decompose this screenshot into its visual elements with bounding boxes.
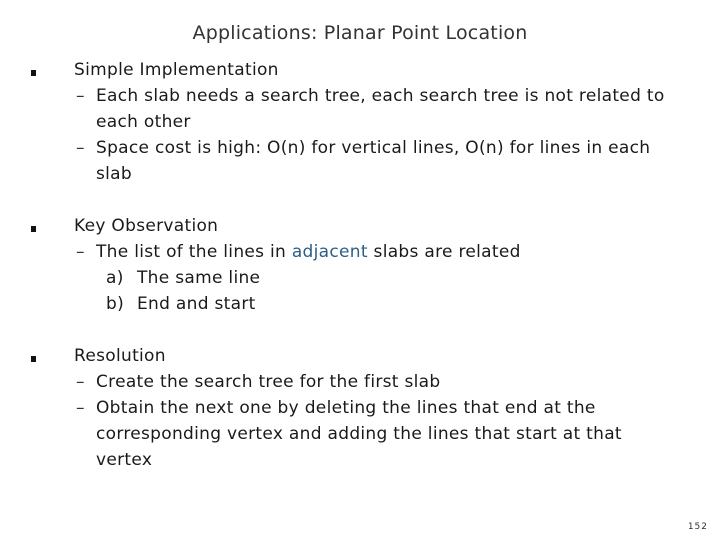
bullet-marker bbox=[31, 70, 36, 76]
page-number: 152 bbox=[687, 522, 708, 532]
dash-marker: – bbox=[76, 398, 85, 418]
text-segment: The list of the lines in bbox=[96, 242, 292, 262]
list-item-line: Space cost is high: O(n) for vertical lines, O(n) for lines in each bbox=[96, 138, 651, 158]
list-item-line: Create the search tree for the first slab bbox=[96, 372, 441, 392]
text-segment: slabs are related bbox=[367, 242, 521, 262]
highlighted-word: adjacent bbox=[291, 242, 368, 262]
section-heading-key-observation: Key Observation bbox=[74, 216, 219, 236]
list-item-line: Obtain the next one by deleting the lines that end at the bbox=[96, 398, 596, 418]
subitem-text: End and start bbox=[137, 294, 256, 314]
list-item-line: Each slab needs a search tree, each search tree is not related to bbox=[96, 86, 665, 106]
slide-title: Applications: Planar Point Location bbox=[192, 22, 528, 44]
section-heading-simple-implementation: Simple Implementation bbox=[74, 60, 279, 80]
dash-marker: – bbox=[76, 372, 85, 392]
list-item-line: each other bbox=[96, 112, 191, 132]
subitem-text: The same line bbox=[137, 268, 261, 288]
list-item-line: corresponding vertex and adding the lines that start at that bbox=[96, 424, 622, 444]
subitem-marker: a) bbox=[106, 268, 124, 288]
list-item-line bbox=[96, 239, 521, 265]
bullet-marker bbox=[31, 356, 36, 362]
subitem-marker: b) bbox=[106, 294, 125, 314]
dash-marker: – bbox=[76, 138, 85, 158]
bullet-marker bbox=[31, 226, 36, 232]
list-item-line: slab bbox=[96, 164, 132, 184]
dash-marker: – bbox=[76, 242, 85, 262]
section-heading-resolution: Resolution bbox=[74, 346, 166, 366]
dash-marker: – bbox=[76, 86, 85, 106]
list-item-line: vertex bbox=[96, 450, 153, 470]
